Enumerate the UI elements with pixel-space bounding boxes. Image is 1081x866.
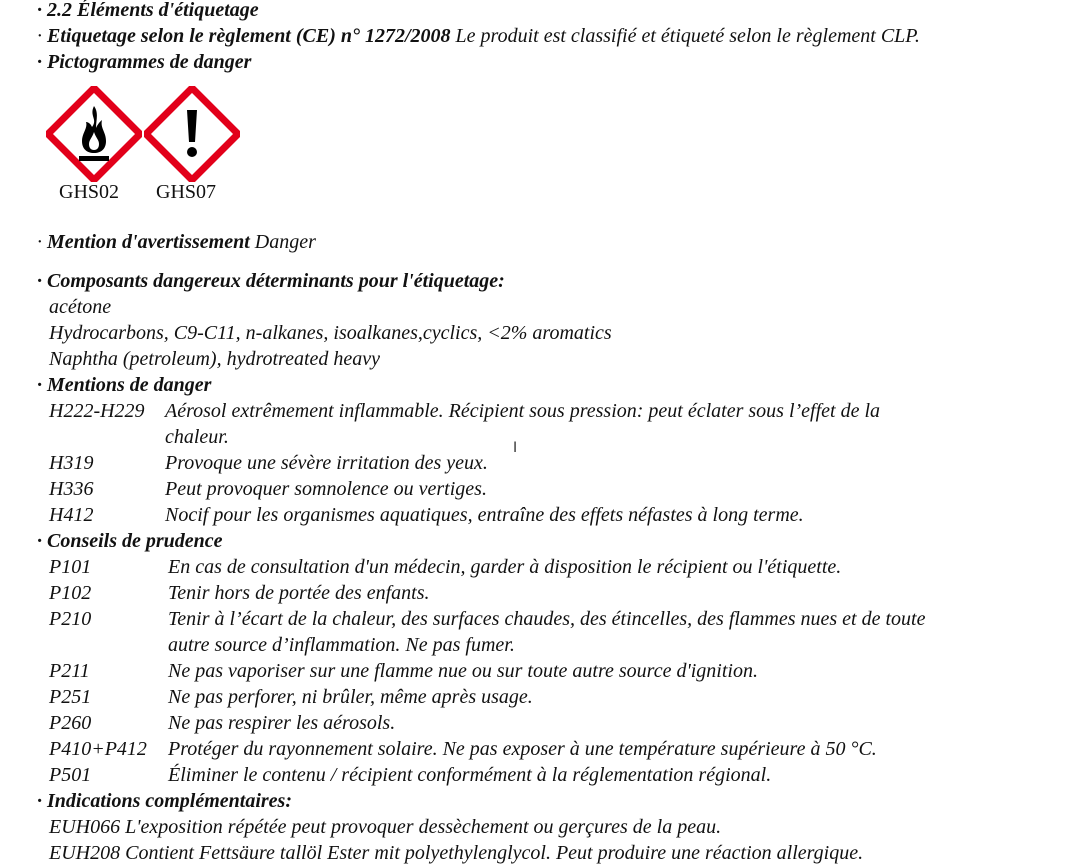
etiquetage-label: Etiquetage selon le règlement (CE) n° 1272/2008 — [47, 25, 451, 47]
composants-heading — [37, 268, 505, 294]
euh-statement: EUH066 L'exposition répétée peut provoquer dessèchement ou gerçures de la peau. — [49, 816, 722, 838]
precaution-code: P102 — [49, 582, 92, 604]
section-title: 2.2 Éléments d'étiquetage — [47, 0, 259, 21]
hazard-code: H222-H229 — [49, 400, 145, 422]
complementaires-heading — [37, 788, 292, 814]
pictogram-row — [46, 86, 256, 206]
bullet: · — [37, 0, 42, 21]
composant-item: Hydrocarbons, C9-C11, n-alkanes, isoalkanes,cyclics, <2% aromatics — [49, 322, 612, 344]
hazard-code: H319 — [49, 452, 94, 474]
mention-value: Danger — [254, 231, 316, 253]
hazard-text: Provoque une sévère irritation des yeux. — [165, 452, 488, 474]
flame-icon — [46, 86, 142, 182]
conseils-heading — [37, 528, 223, 554]
hazard-code: H336 — [49, 478, 94, 500]
precaution-text: Protéger du rayonnement solaire. Ne pas exposer à une température supérieure à 50 °C. — [168, 738, 877, 760]
pictogrammes-heading — [37, 49, 251, 75]
precaution-text: Ne pas respirer les aérosols. — [168, 712, 396, 734]
exclamation-icon — [144, 86, 240, 182]
mentions-danger-label: Mentions de danger — [47, 374, 212, 396]
precaution-text: Ne pas perforer, ni brûler, même après usage. — [168, 686, 533, 708]
bullet: · — [37, 231, 42, 253]
composant-item: Naphtha (petroleum), hydrotreated heavy — [49, 348, 381, 370]
precaution-code: P410+P412 — [49, 738, 147, 760]
hazard-text-cont: chaleur. — [165, 426, 229, 448]
composant-item: acétone — [49, 296, 112, 318]
bullet: · — [37, 270, 42, 292]
etiquetage-text: Le produit est classifié et étiqueté selon le règlement CLP. — [455, 25, 920, 47]
precaution-code: P260 — [49, 712, 92, 734]
complementaires-label: Indications complémentaires: — [47, 790, 292, 812]
mentions-danger-heading — [37, 372, 211, 398]
mention-label: Mention d'avertissement — [47, 231, 250, 253]
precaution-code: P210 — [49, 608, 92, 630]
hazard-text: Nocif pour les organismes aquatiques, entraîne des effets néfastes à long terme. — [165, 504, 804, 526]
pictogram-label-ghs07: GHS07 — [156, 181, 217, 203]
precaution-text-cont: autre source d’inflammation. Ne pas fumer. — [168, 634, 515, 656]
pictogram-label-ghs02: GHS02 — [59, 181, 120, 203]
bullet: · — [37, 374, 42, 396]
conseils-label: Conseils de prudence — [47, 530, 223, 552]
section-heading — [37, 0, 259, 23]
precaution-code: P501 — [49, 764, 92, 786]
precaution-text: Ne pas vaporiser sur une flamme nue ou sur toute autre source d'ignition. — [168, 660, 758, 682]
precaution-text: Tenir hors de portée des enfants. — [168, 582, 430, 604]
etiquetage-line — [37, 23, 920, 49]
hazard-text: Peut provoquer somnolence ou vertiges. — [165, 478, 487, 500]
bullet: · — [37, 790, 42, 812]
composants-label: Composants dangereux déterminants pour l'étiquetage: — [47, 270, 505, 292]
hazard-text: Aérosol extrêmement inflammable. Récipient sous pression: peut éclater sous l’effet de la — [165, 400, 881, 422]
hazard-code: H412 — [49, 504, 94, 526]
pictogrammes-label: Pictogrammes de danger — [47, 51, 252, 73]
bullet: · — [37, 25, 42, 47]
precaution-code: P251 — [49, 686, 92, 708]
bullet: · — [37, 530, 42, 552]
text-cursor-icon: I — [513, 440, 518, 456]
euh-statement: EUH208 Contient Fettsäure tallöl Ester mit polyethylenglycol. Peut produire une réaction allergique. — [49, 842, 864, 864]
precaution-code: P211 — [49, 660, 90, 682]
bullet: · — [37, 51, 42, 73]
precaution-text: En cas de consultation d'un médecin, garder à disposition le récipient ou l'étiquette. — [168, 556, 842, 578]
precaution-code: P101 — [49, 556, 92, 578]
mention-avertissement — [37, 229, 316, 255]
precaution-text: Éliminer le contenu / récipient conformément à la réglementation régional. — [168, 764, 772, 786]
precaution-text: Tenir à l’écart de la chaleur, des surfaces chaudes, des étincelles, des flammes nues et de toute — [168, 608, 926, 630]
